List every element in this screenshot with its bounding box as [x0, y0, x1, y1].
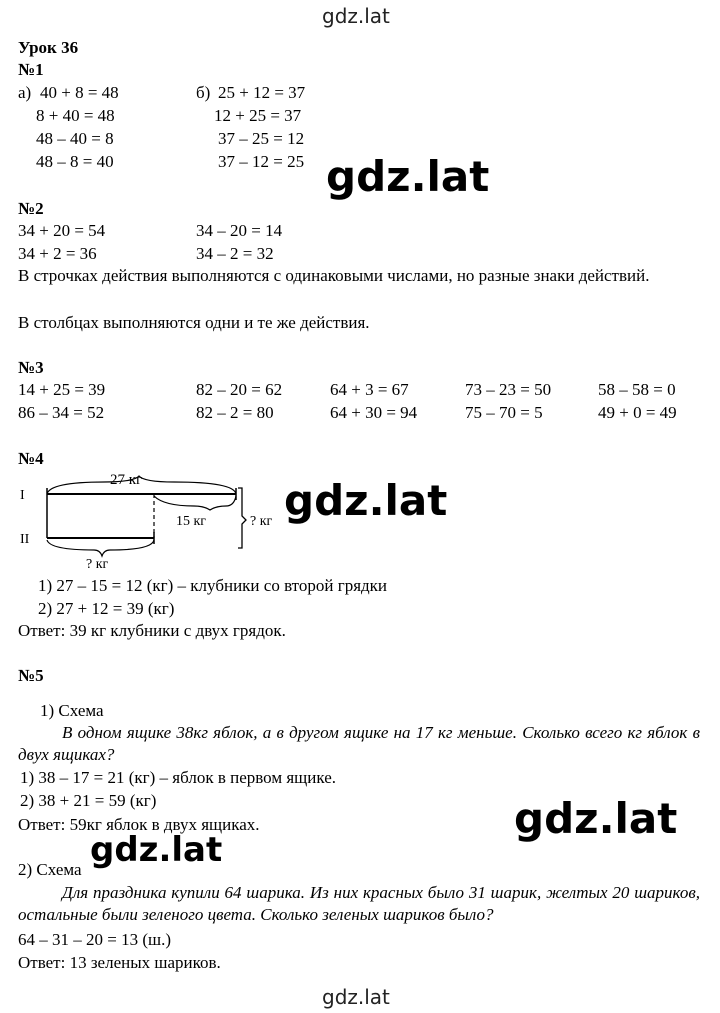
- ex4-step: 2) 27 + 12 = 39 (кг): [38, 599, 175, 618]
- ex3-expr: 64 + 3 = 67: [330, 380, 409, 399]
- diagram-diff-label: 15 кг: [176, 514, 207, 529]
- bottom-brace: [47, 540, 154, 556]
- diagram-row1-label: I: [20, 488, 25, 503]
- ex5-part1-task: В одном ящике 38кг яблок, а в другом ящике на 17 кг меньше. Сколько всего кг яблок в двух ящиках?: [18, 723, 700, 764]
- ex2-expr: 34 – 2 = 32: [196, 244, 274, 263]
- watermark-top: gdz.lat: [322, 4, 390, 28]
- ex3-expr: 86 – 34 = 52: [18, 403, 105, 422]
- ex5-heading: №5: [18, 666, 44, 685]
- ex1-b-line: 12 + 25 = 37: [214, 106, 302, 125]
- ex4-step: 1) 27 – 15 = 12 (кг) – клубники со второй грядки: [38, 576, 388, 595]
- ex3-expr: 82 – 2 = 80: [196, 403, 274, 422]
- ex5-part1-answer: Ответ: 59кг яблок в двух ящиках.: [18, 815, 260, 834]
- ex2-heading: №2: [18, 199, 44, 218]
- ex1-a-label: а): [18, 83, 32, 102]
- ex1-a-line: 48 – 8 = 40: [36, 152, 114, 171]
- ex5-part1-step: 1) 38 – 17 = 21 (кг) – яблок в первом ящике.: [20, 768, 336, 787]
- ex3-expr: 14 + 25 = 39: [18, 380, 106, 399]
- ex3-heading: №3: [18, 358, 44, 377]
- ex5-part2-answer: Ответ: 13 зеленых шариков.: [18, 953, 221, 972]
- ex3-expr: 58 – 58 = 0: [598, 380, 676, 399]
- ex4-diagram: [14, 466, 304, 574]
- diff-brace: [154, 496, 236, 510]
- watermark-mid3: gdz.lat: [514, 794, 678, 843]
- ex5-part2-step: 64 – 31 – 20 = 13 (ш.): [18, 930, 171, 949]
- sum-bracket: [238, 488, 246, 548]
- ex5-part2-title: 2) Схема: [18, 860, 82, 879]
- ex1-a-line: 48 – 40 = 8: [36, 129, 114, 148]
- ex5-part2-task: Для праздника купили 64 шарика. Из них красных было 31 шарик, желтых 20 шариков, остальные были зеленого цвета. Сколько зеленых шариков было?: [18, 883, 700, 924]
- ex2-text1: В строчках действия выполняются с одинаковыми числами, но разные знаки действий.: [18, 266, 650, 285]
- ex1-b-label: б): [196, 83, 211, 102]
- ex3-expr: 75 – 70 = 5: [465, 403, 543, 422]
- ex1-heading: №1: [18, 60, 44, 79]
- ex1-a-line: 40 + 8 = 48: [40, 83, 119, 102]
- ex2-expr: 34 + 2 = 36: [18, 244, 97, 263]
- ex3-expr: 73 – 23 = 50: [465, 380, 552, 399]
- ex1-b-line: 37 – 25 = 12: [218, 129, 305, 148]
- watermark-mid2: gdz.lat: [284, 476, 448, 525]
- ex2-expr: 34 – 20 = 14: [196, 221, 283, 240]
- diagram-top-label: 27 кг: [110, 472, 143, 488]
- ex4-heading: №4: [18, 449, 44, 468]
- watermark-mid4: gdz.lat: [90, 830, 223, 870]
- ex2-expr: 34 + 20 = 54: [18, 221, 106, 240]
- lesson-title: Урок 36: [18, 38, 79, 57]
- watermark-mid1: gdz.lat: [326, 152, 490, 201]
- ex1-b-line: 25 + 12 = 37: [218, 83, 306, 102]
- ex1-b-line: 37 – 12 = 25: [218, 152, 305, 171]
- ex1-a-line: 8 + 40 = 48: [36, 106, 115, 125]
- ex3-expr: 49 + 0 = 49: [598, 403, 677, 422]
- watermark-bottom: gdz.lat: [322, 985, 390, 1009]
- ex3-expr: 82 – 20 = 62: [196, 380, 283, 399]
- diagram-row2-label: II: [20, 532, 30, 547]
- ex5-part1-title: 1) Схема: [40, 701, 104, 720]
- ex2-text2: В столбцах выполняются одни и те же действия.: [18, 313, 370, 332]
- ex4-answer: Ответ: 39 кг клубники с двух грядок.: [18, 621, 286, 640]
- ex3-expr: 64 + 30 = 94: [330, 403, 418, 422]
- diagram-sum-label: ? кг: [250, 514, 273, 529]
- ex5-part1-step: 2) 38 + 21 = 59 (кг): [20, 791, 157, 810]
- diagram-bottom-label: ? кг: [86, 557, 109, 572]
